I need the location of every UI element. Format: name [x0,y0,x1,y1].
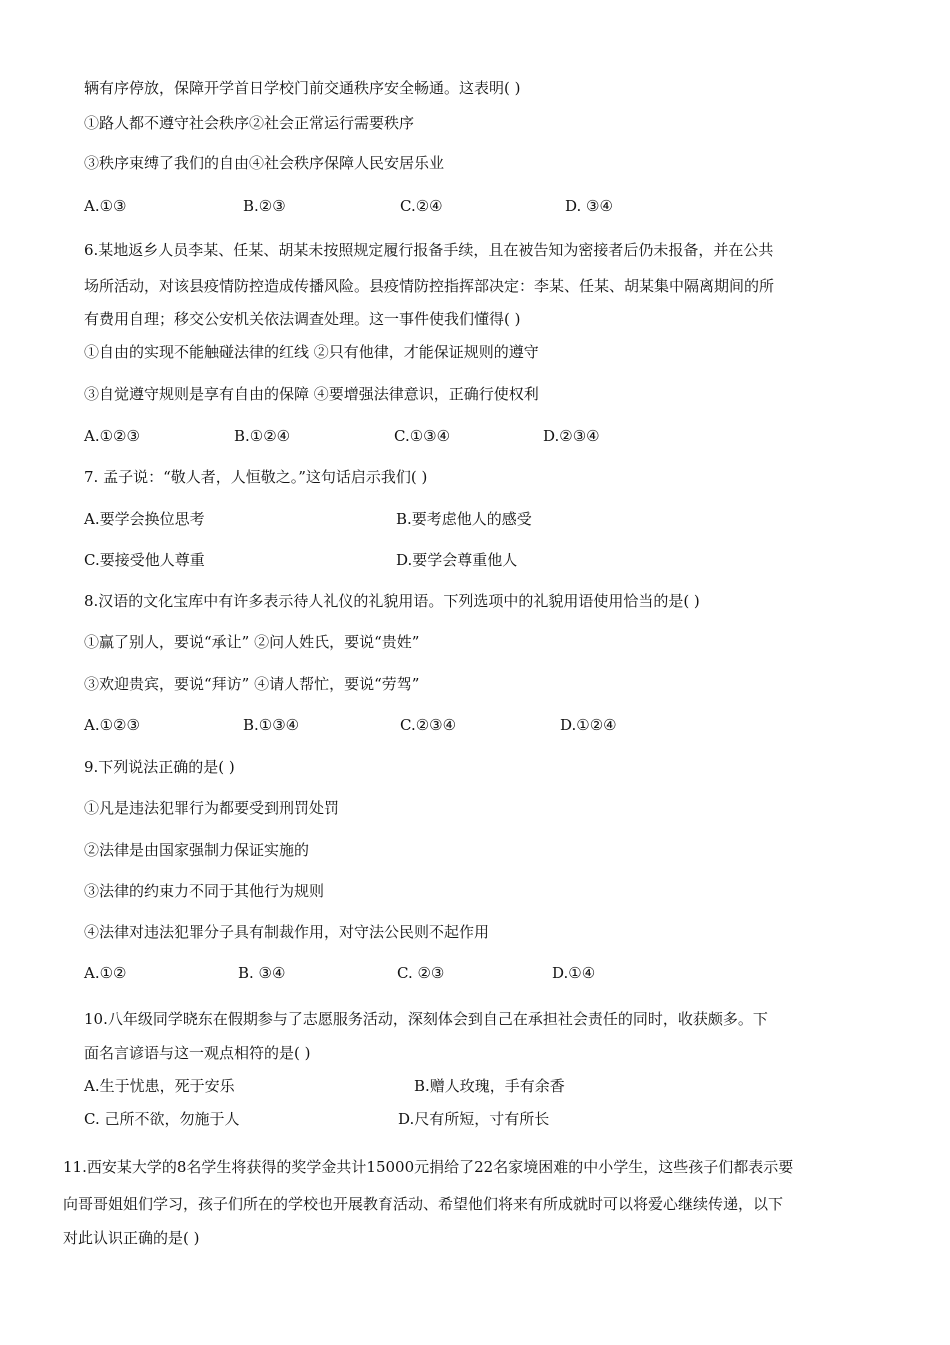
q9-item-2: ②法律是由国家强制力保证实施的 [84,841,310,859]
q8-stem: 8.汉语的文化宝库中有许多表示待人礼仪的礼貌用语。下列选项中的礼貌用语使用恰当的是( ) [84,592,700,610]
q7-option-b: B.要考虑他人的感受 [396,510,532,528]
q5-option-c: C.②④ [400,197,443,215]
q9-option-c: C. ②③ [397,964,445,982]
q6-option-c: C.①③④ [394,427,451,445]
q5-items-line-1: ①路人都不遵守社会秩序②社会正常运行需要秩序 [84,114,415,132]
q7-option-c: C.要接受他人尊重 [84,551,205,569]
q5-option-b: B.②③ [243,197,286,215]
q6-option-b: B.①②④ [234,427,291,445]
q5-stem-tail: 辆有序停放，保障开学首日学校门前交通秩序安全畅通。这表明( ) [84,79,521,97]
q11-stem-line-1: 11.西安某大学的8名学生将获得的奖学金共计15000元捐给了22名家境困难的中小学生，这些孩子们都表示要 [63,1158,794,1176]
q10-option-c: C. 己所不欲，勿施于人 [84,1110,240,1128]
q7-option-a: A.要学会换位思考 [84,510,205,528]
q10-stem-line-1: 10.八年级同学晓东在假期参与了志愿服务活动，深刻体会到自己在承担社会责任的同时，收获颇多。下 [84,1010,768,1028]
q11-stem-line-2: 向哥哥姐姐们学习，孩子们所在的学校也开展教育活动、希望他们将来有所成就时可以将爱心继续传递，以下 [63,1195,784,1213]
q9-stem: 9.下列说法正确的是( ) [84,758,235,776]
q10-option-a: A.生于忧患，死于安乐 [84,1077,235,1095]
q6-stem-line-3: 有费用自理；移交公安机关依法调查处理。这一事件使我们懂得( ) [84,310,521,328]
q5-items-line-2: ③秩序束缚了我们的自由④社会秩序保障人民安居乐业 [84,154,445,172]
q9-option-b: B. ③④ [238,964,286,982]
q8-option-c: C.②③④ [400,716,457,734]
q8-items-line-1: ①赢了别人，要说“承让” ②问人姓氏，要说“贵姓” [84,633,420,651]
q6-stem-line-2: 场所活动，对该县疫情防控造成传播风险。县疫情防控指挥部决定：李某、任某、胡某集中隔离期间的所 [84,277,775,295]
q5-option-a: A.①③ [84,197,127,215]
q9-option-a: A.①② [84,964,127,982]
q8-option-b: B.①③④ [243,716,300,734]
q9-item-3: ③法律的约束力不同于其他行为规则 [84,882,325,900]
q8-option-a: A.①②③ [84,716,140,734]
q5-option-d: D. ③④ [565,197,613,215]
q8-items-line-2: ③欢迎贵宾，要说“拜访” ④请人帮忙，要说“劳驾” [84,675,420,693]
q7-option-d: D.要学会尊重他人 [396,551,518,569]
q8-option-d: D.①②④ [560,716,617,734]
q10-stem-line-2: 面名言谚语与这一观点相符的是( ) [84,1044,311,1062]
q7-stem: 7. 孟子说：“敬人者，人恒敬之。”这句话启示我们( ) [84,468,428,486]
q6-option-d: D.②③④ [543,427,600,445]
q9-option-d: D.①④ [552,964,596,982]
q11-stem-line-3: 对此认识正确的是( ) [63,1229,200,1247]
q10-option-b: B.赠人玫瑰，手有余香 [414,1077,565,1095]
q6-option-a: A.①②③ [84,427,140,445]
q10-option-d: D.尺有所短，寸有所长 [398,1110,550,1128]
q6-items-line-2: ③自觉遵守规则是享有自由的保障 ④要增强法律意识，正确行使权利 [84,385,539,403]
q9-item-1: ①凡是违法犯罪行为都要受到刑罚处罚 [84,799,340,817]
q6-items-line-1: ①自由的实现不能触碰法律的红线 ②只有他律，才能保证规则的遵守 [84,343,539,361]
q9-item-4: ④法律对违法犯罪分子具有制裁作用，对守法公民则不起作用 [84,923,490,941]
q6-stem-line-1: 6.某地返乡人员李某、任某、胡某未按照规定履行报备手续，且在被告知为密接者后仍未报备，并在公共 [84,241,774,259]
